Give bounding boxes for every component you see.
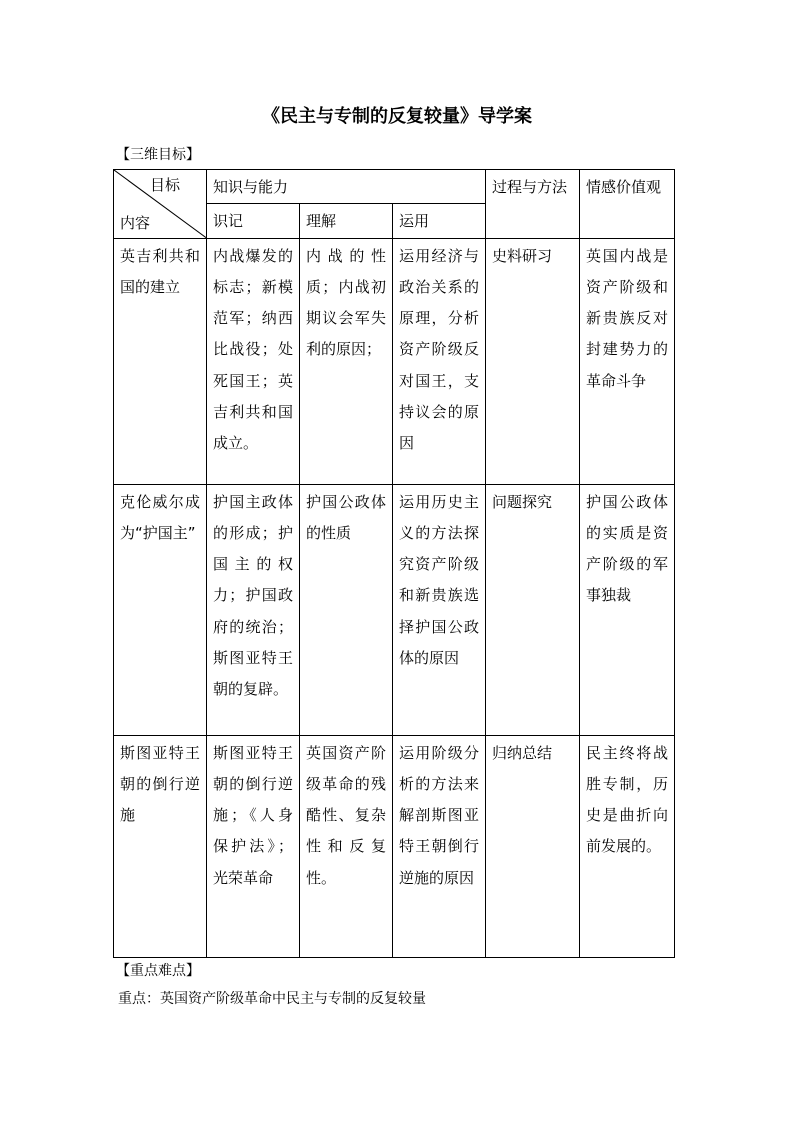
cell-recall: 内战爆发的标志；新模范军；纳西比战役；处死国王；英吉利共和国成立。 (207, 238, 300, 484)
section-heading-objectives: 【三维目标】 (116, 147, 200, 163)
cell-recall: 斯图亚特王朝的倒行逆施；《人身保护法》；光荣革命 (207, 735, 300, 957)
header-process: 过程与方法 (486, 170, 580, 239)
diagonal-header-cell (114, 170, 207, 239)
cell-understand: 护国公政体的性质 (300, 484, 393, 735)
objectives-table (113, 169, 675, 958)
section-heading-focus: 【重点难点】 (116, 963, 200, 979)
table-row (114, 735, 675, 957)
cell-apply: 运用历史主义的方法探究资产阶级和新贵族选择护国公政体的原因 (393, 484, 486, 735)
cell-apply: 运用阶级分析的方法来解剖斯图亚特王朝倒行逆施的原因 (393, 735, 486, 957)
header-goal-label: 目标 (150, 176, 181, 194)
cell-content: 斯图亚特王朝的倒行逆施 (114, 735, 207, 957)
cell-apply: 运用经济与政治关系的原理，分析资产阶级反对国王，支持议会的原因 (393, 238, 486, 484)
cell-recall: 护国主政体的形成；护国主的权力；护国政府的统治；斯图亚特王朝的复辟。 (207, 484, 300, 735)
cell-understand: 内战的性质；内战初期议会军失利的原因； (300, 238, 393, 484)
cell-process: 问题探究 (486, 484, 580, 735)
cell-process: 归纳总结 (486, 735, 580, 957)
cell-understand: 英国资产阶级革命的残酷性、复杂性和反复性。 (300, 735, 393, 957)
table-row (114, 484, 675, 735)
table-row (114, 238, 675, 484)
table-header-row (114, 170, 675, 204)
cell-emotion: 英国内战是资产阶级和新贵族反对封建势力的革命斗争 (580, 238, 675, 484)
header-apply: 运用 (393, 204, 486, 238)
header-knowledge: 知识与能力 (207, 170, 486, 204)
document-title: 《民主与专制的反复较量》导学案 (262, 106, 532, 127)
header-understand: 理解 (300, 204, 393, 238)
header-emotion: 情感价值观 (580, 170, 675, 239)
cell-content: 英吉利共和国的建立 (114, 238, 207, 484)
focus-text: 重点：英国资产阶级革命中民主与专制的反复较量 (118, 991, 426, 1007)
header-recall: 识记 (207, 204, 300, 238)
cell-emotion: 民主终将战胜专制，历史是曲折向前发展的。 (580, 735, 675, 957)
cell-emotion: 护国公政体的实质是资产阶级的军事独裁 (580, 484, 675, 735)
cell-content: 克伦威尔成为“护国主” (114, 484, 207, 735)
cell-process: 史料研习 (486, 238, 580, 484)
header-content-label: 内容 (120, 213, 151, 232)
